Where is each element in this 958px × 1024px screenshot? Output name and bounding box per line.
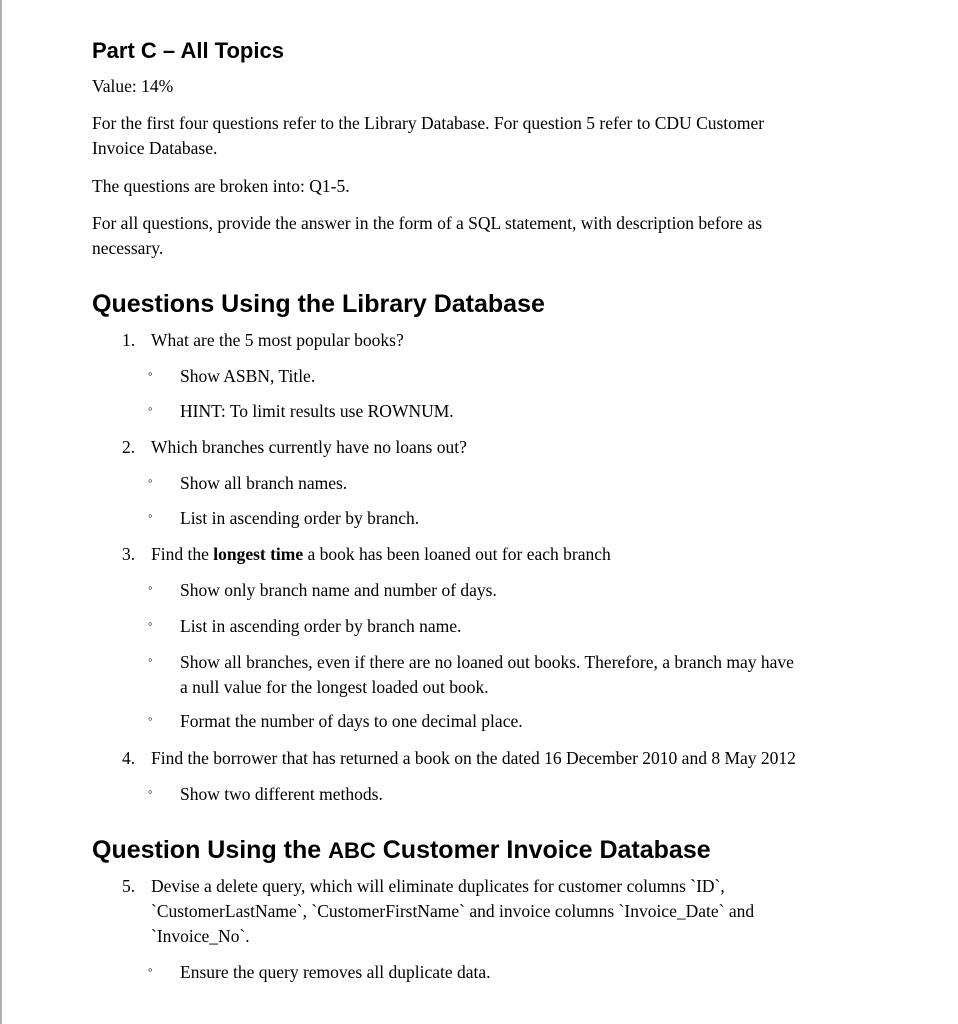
question-3-text-bold: longest time	[213, 544, 304, 564]
bullet-icon: ◦	[148, 784, 153, 799]
question-number-5: 5.	[122, 876, 136, 896]
intro-paragraph-1-line-2: Invoice Database.	[92, 138, 218, 158]
question-3-bullet-3-line-1: Show all branches, even if there are no loaned out books. Therefore, a branch may have	[180, 652, 794, 672]
bullet-icon: ◦	[148, 962, 153, 977]
question-4-text: Find the borrower that has returned a book on the dated 16 December 2010 and 8 May 2012	[151, 748, 796, 768]
question-3-text-before: Find the	[151, 544, 214, 564]
intro-paragraph-3-line-1: For all questions, provide the answer in the form of a SQL statement, with description before as	[92, 213, 763, 233]
part-title: Part C – All Topics	[92, 38, 284, 63]
question-5-bullet-1: Ensure the query removes all duplicate data.	[180, 962, 491, 982]
intro-paragraph-3-line-2: necessary.	[92, 238, 164, 258]
bullet-icon: ◦	[148, 711, 153, 726]
question-number-4: 4.	[122, 748, 136, 768]
bullet-icon: ◦	[148, 366, 153, 381]
question-number-2: 2.	[122, 437, 136, 457]
question-2-bullet-2: List in ascending order by branch.	[180, 508, 420, 528]
intro-paragraph-2: The questions are broken into: Q1-5.	[92, 176, 350, 196]
section-heading-library: Questions Using the Library Database	[92, 290, 545, 318]
question-3-bullet-4: Format the number of days to one decimal place.	[180, 711, 523, 731]
question-3-bullet-1: Show only branch name and number of days.	[180, 580, 497, 600]
question-3-bullet-2: List in ascending order by branch name.	[180, 616, 462, 636]
question-4-bullet-1: Show two different methods.	[180, 784, 383, 804]
page-left-edge	[0, 0, 2, 1024]
question-1-bullet-2: HINT: To limit results use ROWNUM.	[180, 401, 454, 421]
intro-paragraph-1-line-1: For the first four questions refer to the Library Database. For question 5 refer to CDU Customer	[92, 113, 765, 133]
value-line: Value: 14%	[92, 76, 174, 96]
bullet-icon: ◦	[148, 473, 153, 488]
bullet-icon: ◦	[148, 580, 153, 595]
question-3-text-after: a book has been loaned out for each branch	[303, 544, 611, 564]
section-2-heading-before: Question Using the	[92, 836, 329, 864]
question-1-text: What are the 5 most popular books?	[151, 330, 404, 350]
bullet-icon: ◦	[148, 616, 153, 631]
question-2-bullet-1: Show all branch names.	[180, 473, 348, 493]
question-number-1: 1.	[122, 330, 136, 350]
section-heading-customer-invoice	[92, 836, 711, 865]
question-3-text	[151, 542, 611, 567]
question-5-line-3: `Invoice_No`.	[151, 926, 250, 946]
bullet-icon: ◦	[148, 401, 153, 416]
section-2-heading-abbr: ABC	[328, 838, 376, 863]
question-1-bullet-1: Show ASBN, Title.	[180, 366, 316, 386]
question-5-line-2: `CustomerLastName`, `CustomerFirstName` and invoice columns `Invoice_Date` and	[151, 901, 755, 921]
bullet-icon: ◦	[148, 508, 153, 523]
bullet-icon: ◦	[148, 652, 153, 667]
question-2-text: Which branches currently have no loans out?	[151, 437, 467, 457]
question-5-line-1: Devise a delete query, which will eliminate duplicates for customer columns `ID`,	[151, 876, 725, 896]
section-2-heading-after: Customer Invoice Database	[375, 836, 711, 864]
question-3-bullet-3-line-2: a null value for the longest loaded out book.	[180, 677, 489, 697]
question-number-3: 3.	[122, 544, 136, 564]
